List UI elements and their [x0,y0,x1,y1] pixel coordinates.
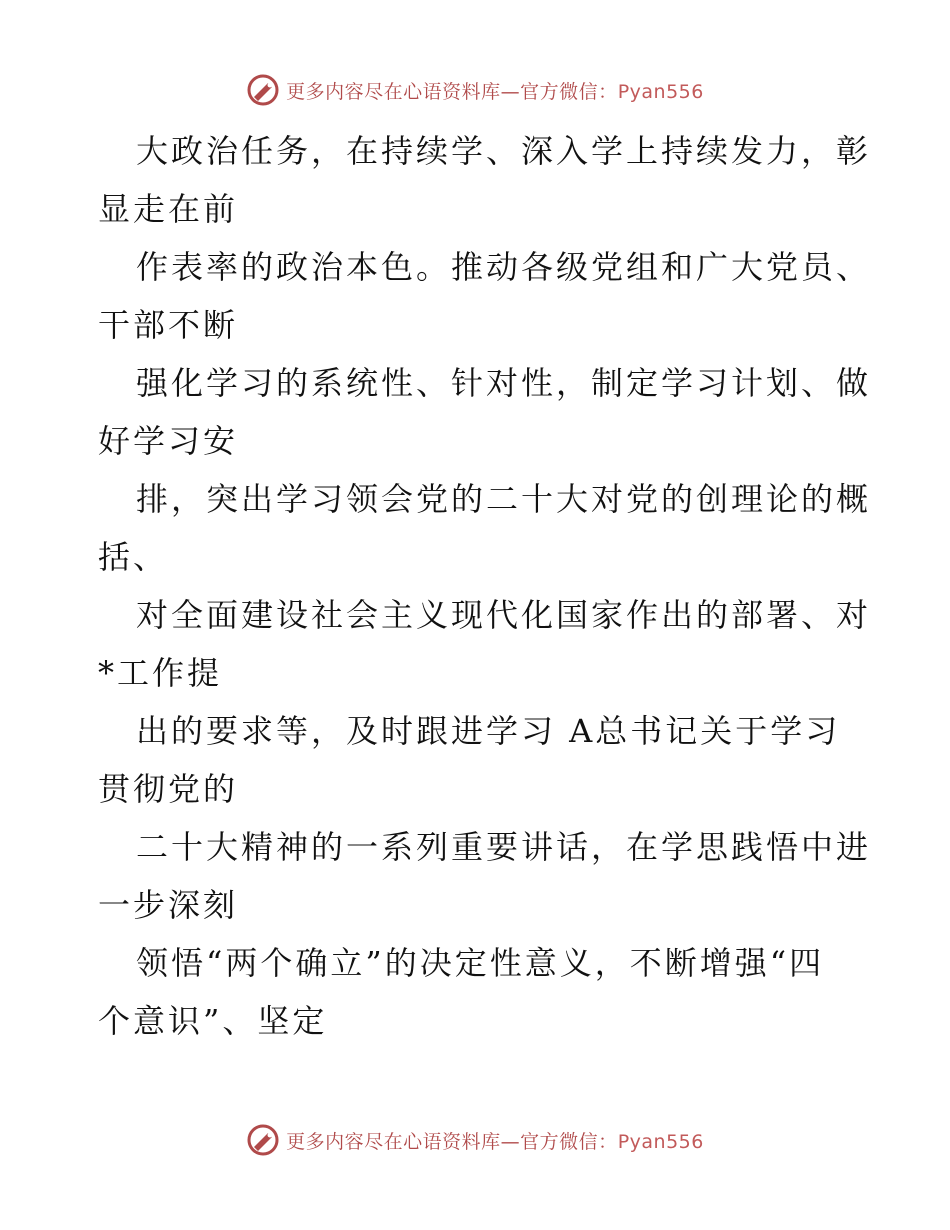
footer-text [286,1127,704,1154]
text-line: 作表率的政治本色。推动各级党组和广大党员、 [136,248,872,286]
text-line: 出的要求等，及时跟进学习 A总书记关于学习 [136,712,841,750]
footer-dash: — [500,1130,521,1153]
text-line: 领悟“两个确立”的决定性意义，不断增强“四 [136,944,825,982]
header-dash: — [500,80,521,103]
text-line: 对全面建设社会主义现代化国家作出的部署、对 [136,596,872,634]
header-label: 官方微信： [520,80,618,103]
footer-prefix: 更多内容尽在心语资料库 [286,1130,501,1153]
document-body [98,122,872,1050]
footer-brand: Pyan556 [617,1130,704,1153]
text-line: 好学习安 [98,422,239,460]
text-line: 强化学习的系统性、针对性，制定学习计划、做 [136,364,872,402]
pen-logo-icon [246,1123,280,1157]
text-line: 个意识”、坚定 [98,1002,328,1040]
text-line: 贯彻党的 [98,770,239,808]
text-line: 一步深刻 [98,886,239,924]
footer-banner [0,1120,950,1160]
text-line: 显走在前 [98,190,239,228]
header-text [286,77,704,104]
text-line: 大政治任务，在持续学、深入学上持续发力，彰 [136,132,872,170]
text-line: 干部不断 [98,306,239,344]
pen-logo-icon [246,73,280,107]
footer-label: 官方微信： [520,1130,618,1153]
text-line: 排，突出学习领会党的二十大对党的创理论的概 [136,480,872,518]
text-line: 二十大精神的一系列重要讲话，在学思践悟中进 [136,828,872,866]
text-line: *工作提 [98,654,223,692]
text-line: 括、 [98,538,169,576]
header-banner [0,70,950,110]
header-brand: Pyan556 [617,80,704,103]
header-prefix: 更多内容尽在心语资料库 [286,80,501,103]
